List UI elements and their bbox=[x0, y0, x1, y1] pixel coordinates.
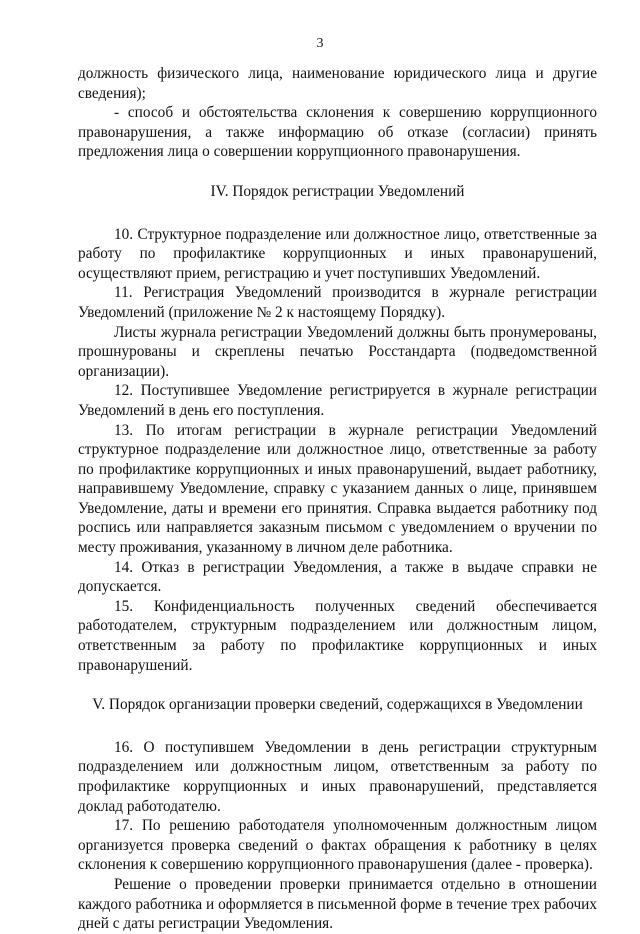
section-heading: IV. Порядок регистрации Уведомлений bbox=[210, 182, 465, 200]
paragraph: 15. Конфиденциальность полученных сведений обеспечивается работодателем, структурным подразделением или должностным лицом, ответственным за работу по профилактике коррупционных и иных правонарушений. bbox=[78, 597, 597, 674]
paragraph: Листы журнала регистрации Уведомлений должны быть пронумерованы, прошнурованы и скреплены печатью Росстандарта (подведомственной организации). bbox=[78, 323, 597, 380]
section-heading: V. Порядок организации проверки сведений, содержащихся в Уведомлении bbox=[92, 696, 583, 714]
paragraph: 17. По решению работодателя уполномоченным должностным лицом организуется проверка сведений о фактах обращения к работнику в целях склонения к совершению коррупционного правонарушения (далее - проверка). bbox=[78, 817, 597, 874]
page-number: 3 bbox=[316, 36, 324, 51]
paragraph: 14. Отказ в регистрации Уведомления, а также в выдаче справки не допускается. bbox=[78, 558, 597, 596]
paragraph: 13. По итогам регистрации в журнале регистрации Уведомлений структурное подразделение или должностное лицо, ответственные за работу по профилактике коррупционных и иных правонарушений, выдает работнику, направившему Уведомление, справку с указанием данных о лице, принявшем Уведомление, даты и времени его принятия. Справка выдается работнику под роспись или направляется заказным письмом с уведомлением о вручении по месту проживания, указанному в личном деле работника. bbox=[78, 421, 597, 557]
paragraph: должность физического лица, наименование юридического лица и другие сведения); bbox=[78, 65, 597, 102]
paragraph: 12. Поступившее Уведомление регистрируется в журнале регистрации Уведомлений в день его поступления. bbox=[78, 382, 597, 419]
paragraph: - способ и обстоятельства склонения к совершению коррупционного правонарушения, а также информацию об отказе (согласии) принять предложения лица о совершении коррупционного правонарушения. bbox=[78, 104, 597, 161]
paragraph: Решение о проведении проверки принимается отдельно в отношении каждого работника и оформляется в письменной форме в течение трех рабочих дней с даты регистрации Уведомления. bbox=[78, 875, 597, 933]
paragraph: 16. О поступившем Уведомлении в день регистрации структурным подразделением или должностным лицом, ответственным за работу по профилактике коррупционных и иных правонарушений, представляется доклад работодателю. bbox=[78, 738, 597, 815]
paragraph: 10. Структурное подразделение или должностное лицо, ответственные за работу по профилактике коррупционных и иных правонарушений, осуществляют прием, регистрацию и учет поступивших Уведомлений. bbox=[78, 225, 597, 282]
document-body bbox=[78, 64, 597, 934]
paragraph: 11. Регистрация Уведомлений производится в журнале регистрации Уведомлений (приложение № 2 к настоящему Порядку). bbox=[78, 284, 597, 321]
